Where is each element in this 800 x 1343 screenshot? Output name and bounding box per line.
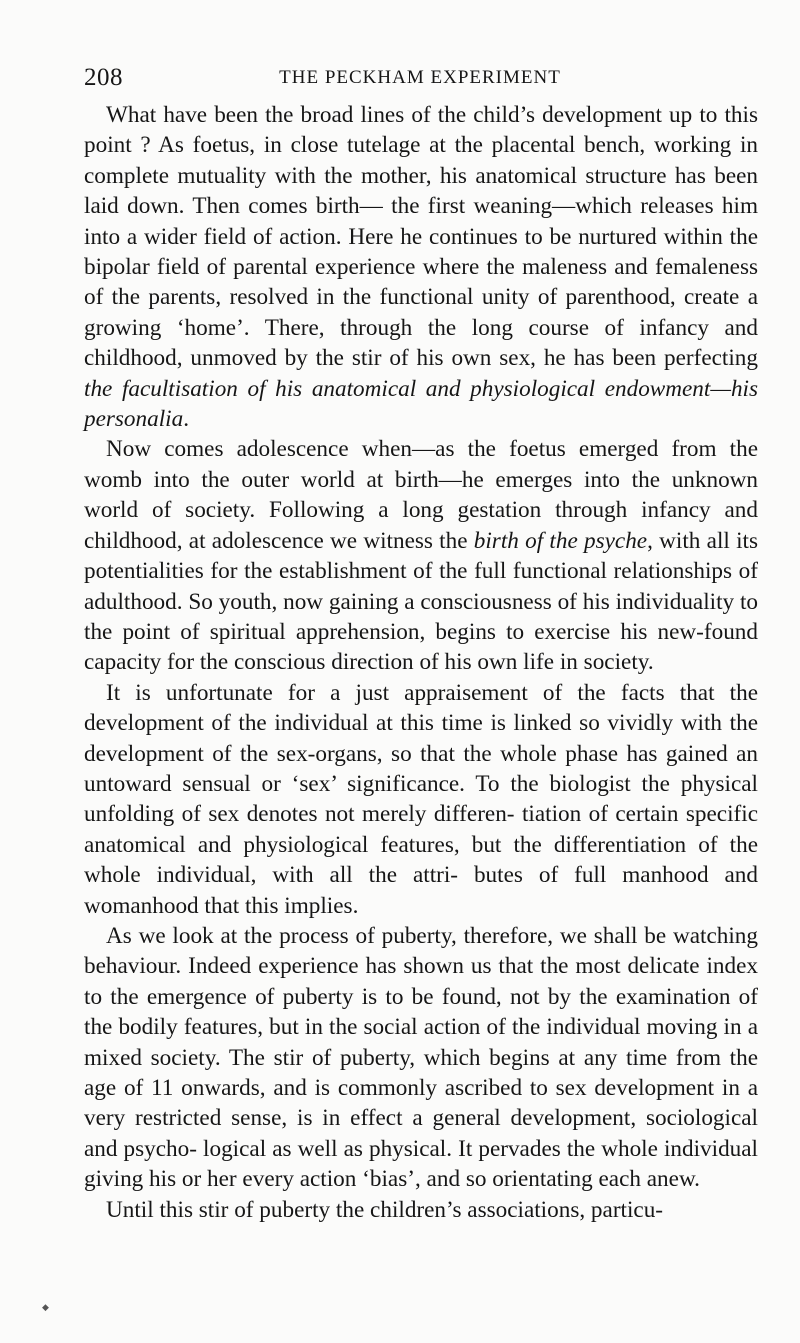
paragraph-1 [84, 100, 758, 434]
running-head [84, 64, 756, 92]
paragraph-2-text: Now comes adolescence when—as the foetus emerged from the womb into the outer world at birth—he emerges into the unknown world of society. Following a long gestation through infancy and childhood, at adolescence we witness the [84, 436, 758, 554]
running-title: THE PECKHAM EXPERIMENT [279, 67, 561, 88]
paragraph-4: As we look at the process of puberty, therefore, we shall be watching behaviour. Indeed experience has shown us that the most delicate index to the emergence of puberty is to be found, not by the examination of the bodily features, but in the social action of the individual moving in a mixed society. The stir of puberty, which begins at any time from the age of 11 onwards, and is commonly ascribed to sex development in a very restricted sense, is in effect a general development, sociological and psycho- logical as well as physical. It pervades the whole individual giving his or her every action ‘bias’, and so orientating each anew. [84, 922, 758, 1193]
paragraph-1-text: What have been the broad lines of the child’s development up to this point ? As foetus, in close tutelage at the placental bench, working in complete mutuality with the mother, his anatomical structure has been laid down. Then comes birth— the first weaning—which releases him into a wider field of action. Here he continues to be nurtured within the bipolar field of parental experience where the maleness and femaleness of the parents, resolved in the functional unity of parenthood, create a growing ‘home’. There, through the long course of infancy and childhood, unmoved by the stir of his own sex, he has been perfecting [84, 102, 758, 372]
paragraph-5: Until this stir of puberty the children’s associations, particu- [106, 1196, 664, 1223]
paragraph-3: It is unfortunate for a just appraisement of the facts that the development of the individual at this time is linked so vividly with the development of the sex-organs, so that the whole phase has gained an untoward sensual or ‘sex’ significance. To the biologist the physical unfolding of sex denotes not merely differen- tiation of certain specific anatomical and physiological features, but the differentiation of the whole individual, with all the attri- butes of full manhood and womanhood that this implies. [84, 679, 758, 919]
body-text [84, 100, 758, 1225]
paragraph-2-end: , with all its potentialities for the establishment of the full functional relationships of adulthood. So youth, now gaining a consciousness of his individuality to the point of spiritual apprehension, begins to exercise his new-found capacity for the conscious direction of his own life in society. [84, 527, 758, 676]
paragraph-1-italic: the facultisation of his anatomical and physiological endowment—his personalia [84, 375, 758, 433]
page-number: 208 [84, 64, 123, 91]
paragraph-1-end: . [183, 406, 189, 433]
paragraph-2 [84, 434, 758, 677]
paragraph-2-italic: birth of the psyche [473, 527, 648, 554]
print-mark-icon: ◆ [42, 1303, 49, 1313]
